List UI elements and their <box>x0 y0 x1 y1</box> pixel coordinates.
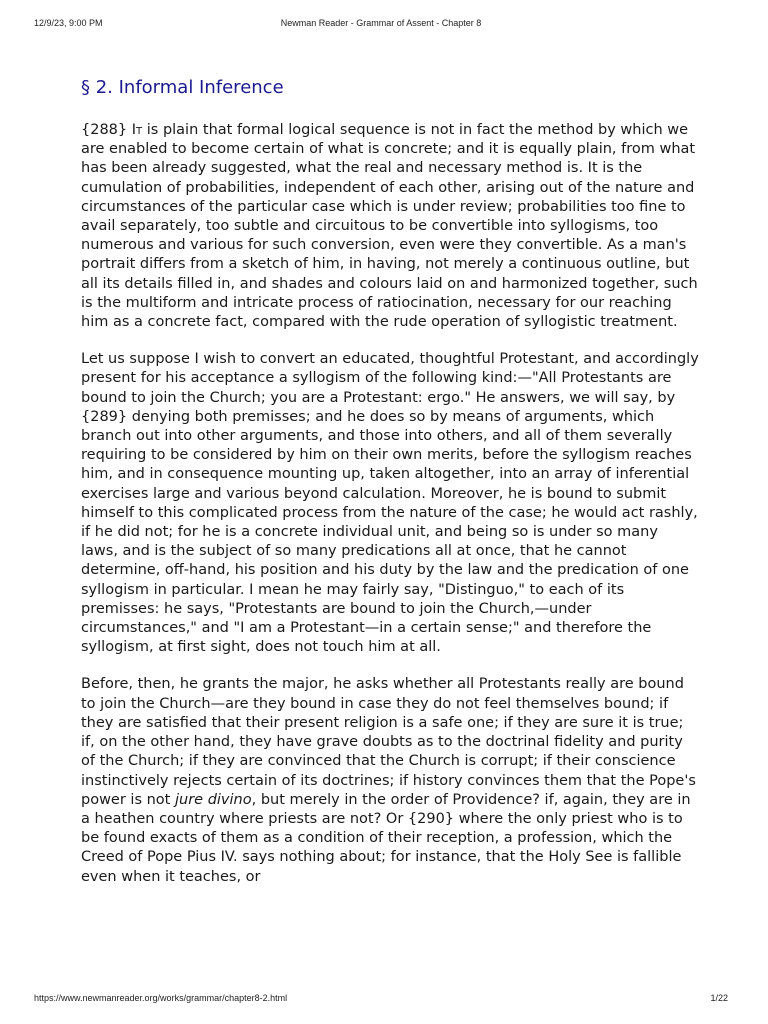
section-heading: § 2. Informal Inference <box>81 77 284 98</box>
paragraph-3-text-b: , but merely in the order of Providence? if, again, they are in a heathen country where priests are not? Or {290} where the only priest who is to be found exacts of them as a condition of their reception, a profession, which the Creed of Pope Pius IV. says nothing about; for instance, that the Holy See is fallible even when it teaches, or <box>81 791 691 885</box>
print-datetime: 12/9/23, 9:00 PM <box>34 18 103 28</box>
paragraph-3 <box>81 675 699 886</box>
print-footer <box>34 993 728 1007</box>
paragraph-2: Let us suppose I wish to convert an educated, thoughtful Protestant, and accordingly present for his acceptance a syllogism of the following kind:—"All Protestants are bound to join the Church; you are a Protestant: ergo." He answers, we will say, by {289} denying both premisses; and he does so by means of arguments, which branch out into other arguments, and those into others, and all of them severally requiring to be considered by him on their own merits, before the syllogism reaches him, and in consequence mounting up, taken altogether, into an array of inferential exercises large and various beyond calculation. Moreover, he is bound to submit himself to this complicated process from the nature of the case; he would act rashly, if he did not; for he is a concrete individual unit, and being so is under so many laws, and is the subject of so many predications all at once, that he cannot determine, off-hand, his position and his duty by the law and the predication of one syllogism in particular. I mean he may fairly say, "Distinguo," to each of its premisses: he says, "Protestants are bound to join the Church,—under circumstances," and "I am a Protestant—in a certain sense;" and therefore the syllogism, at first sight, does not touch him at all. <box>81 351 699 656</box>
page-number: 1/22 <box>710 993 728 1003</box>
paragraph-3-text-a: Before, then, he grants the major, he asks whether all Protestants really are bound to join the Church—are they bound in case they do not feel themselves bound; if they are satisfied that their present religion is a safe one; if they are sure it is true; if, on the other hand, they have grave doubts as to the doctrinal fidelity and purity of the Church; if they are convinced that the Church is corrupt; if their conscience instinctively rejects certain of its doctrines; if history convinces them that the Pope's power is not <box>81 676 696 808</box>
print-header <box>34 18 728 32</box>
paragraph-1 <box>81 121 699 332</box>
print-url: https://www.newmanreader.org/works/grammar/chapter8-2.html <box>34 993 288 1003</box>
document-content <box>81 76 699 905</box>
italic-phrase: jure divino <box>174 791 252 808</box>
print-page-title: Newman Reader - Grammar of Assent - Chapter 8 <box>280 18 482 28</box>
drop-word: It <box>131 122 143 138</box>
paragraph-1-text: is plain that formal logical sequence is not in fact the method by which we are enabled to become certain of what is concrete; and it is equally plain, from what has been already suggested, what the real and necessary method is. It is the cumulation of probabilities, independent of each other, arising out of the nature and circumstances of the particular case which is under review; probabilities too fine to avail separately, too subtle and circuitous to be convertible into syllogisms, too numerous and various for such conversion, even were they convertible. As a man's portrait differs from a sketch of him, in having, not merely a continuous outline, but all its details filled in, and shades and colours laid on and harmonized together, such is the multiform and intricate process of ratiocination, necessary for our reaching him as a concrete fact, compared with the rude operation of syllogistic treatment. <box>81 122 698 331</box>
page-marker-288: {288} <box>81 122 132 138</box>
